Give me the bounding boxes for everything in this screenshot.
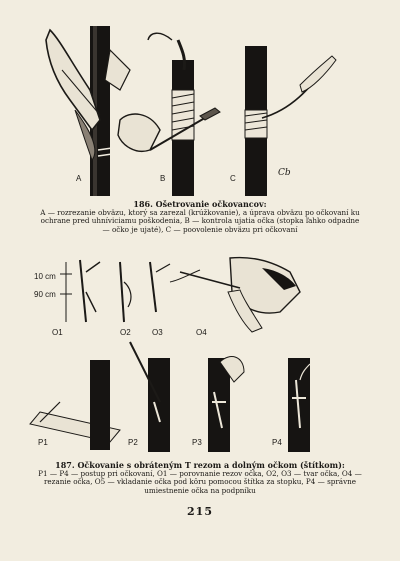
panel-label-p2: P2	[128, 438, 138, 447]
caption-186	[38, 200, 362, 234]
caption-186-body: A — rozrezanie obväzu, ktorý sa zarezal (krúžkovanie), a úprava obväzu po očkovaní ku ochrane pred uhníviciamu poškodenia, B — kontrola ujatia očka (stopka ľahko odpadne — očko je ujaté), C — poovolenie obväzu pri očkovaní	[40, 207, 360, 234]
panel-label-p3: P3	[192, 438, 202, 447]
panel-label-p4: P4	[272, 438, 282, 447]
caption-187	[38, 461, 362, 495]
panel-label-b: B	[160, 174, 166, 183]
t-budding-drawing	[0, 252, 400, 462]
caption-187-title: 187. Očkovanie s obráteným T rezom a dolným očkom (štítkom):	[55, 460, 345, 470]
figure-186-illustration	[0, 20, 400, 200]
caption-187-body: P1 — P4 — postup pri očkovaní, O1 — porovnanie rezov očka, O2, O3 — tvar očka, O4 — rezanie očka, O5 — vkladanie očka pod kôru pomocou štítka za stopku, P4 — správne umiestnenie očka na podpníku	[38, 468, 362, 495]
panel-label-c: C	[230, 174, 236, 183]
panel-label-a: A	[76, 174, 82, 183]
page-number: 215	[187, 505, 213, 518]
caption-186-title: 186. Ošetrovanie očkovancov:	[133, 199, 267, 209]
grafting-care-drawing	[0, 20, 400, 200]
scale-label-90: 90 cm	[34, 290, 56, 299]
figure-187-illustration	[0, 252, 400, 462]
artist-signature: Cb	[278, 168, 291, 178]
scale-label-10: 10 cm	[34, 272, 56, 281]
panel-label-p1: P1	[38, 438, 48, 447]
panel-label-o2: O2	[120, 328, 131, 337]
panel-label-o4: O4	[196, 328, 207, 337]
panel-label-o1: O1	[52, 328, 63, 337]
panel-label-o3: O3	[152, 328, 163, 337]
